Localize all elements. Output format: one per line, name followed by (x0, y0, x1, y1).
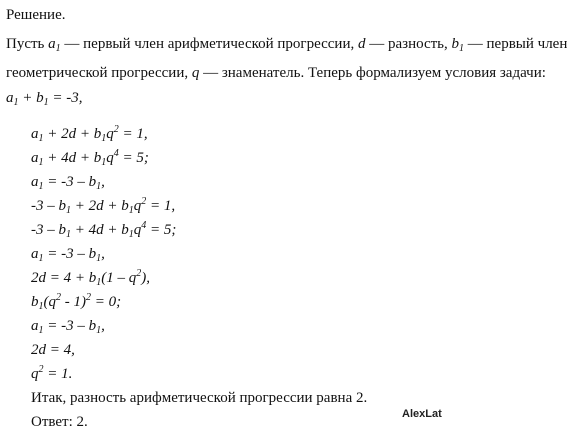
conclusion: Итак, разность арифметической прогрессии равна 2. (31, 390, 368, 406)
equation-5: $-3 - b_1 + 4d + b_1q^4 = 5$; (31, 220, 177, 240)
equation-10: 2d = 4, (31, 342, 75, 358)
equation-1: $a_1 + 2d + b_1q^2 = 1$, (31, 124, 148, 144)
equation-11: $q^2 = 1$. (31, 364, 73, 382)
intro-line-2: геометрической прогрессии, q — знаменатель. Теперь формализуем условия задачи: (6, 65, 546, 81)
equation-6: $a_1 = -3 - b_1$, (31, 246, 105, 264)
signature: AlexLat (402, 408, 442, 420)
equation-0: $a_1 + b_1 = -3$, (6, 90, 83, 108)
equation-7: $2d = 4 + b_1(1 - q^2)$, (31, 268, 150, 288)
answer: Ответ: 2. (31, 414, 88, 430)
equation-4: $-3 - b_1 + 2d + b_1q^2 = 1$, (31, 196, 176, 216)
equation-9: $a_1 = -3 - b_1$, (31, 318, 105, 336)
equation-3: $a_1 = -3 - b_1$, (31, 174, 105, 192)
equation-2: $a_1 + 4d + b_1q^4 = 5$; (31, 148, 149, 168)
heading: Решение. (6, 7, 66, 23)
intro-line-1: Пусть $a_1$ — первый член арифметической прогрессии, d — разность, $b_1$ — первый член (6, 36, 567, 54)
equation-8: $b_1(q^2 - 1)^2 = 0$; (31, 292, 122, 312)
